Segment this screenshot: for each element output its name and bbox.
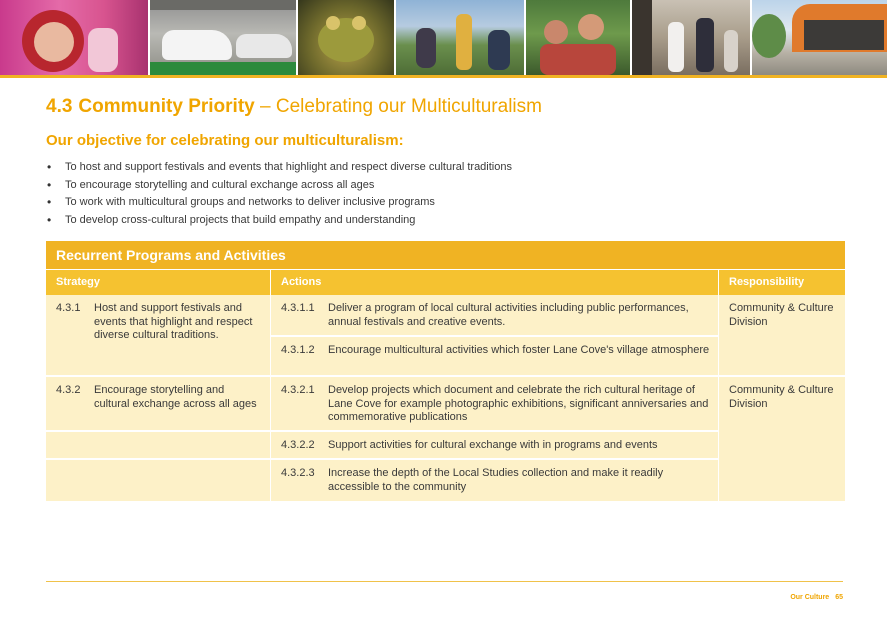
objective-list bbox=[46, 159, 512, 229]
programs-table bbox=[46, 241, 845, 501]
strategy-cell bbox=[46, 377, 270, 430]
list-item: • To develop cross-cultural projects that build empathy and understanding bbox=[46, 212, 512, 230]
footer-divider bbox=[46, 581, 843, 582]
table-row bbox=[46, 295, 845, 375]
action-code: 4.3.2.1 bbox=[281, 384, 315, 396]
action-cell bbox=[271, 458, 718, 497]
page-number: 65 bbox=[835, 594, 843, 601]
strategy-cell bbox=[46, 295, 270, 375]
list-item: • To encourage storytelling and cultural exchange across all ages bbox=[46, 177, 512, 195]
action-cell bbox=[271, 295, 718, 335]
header-strategy: Strategy bbox=[56, 276, 101, 288]
action-text: Deliver a program of local cultural activities including public performances, annual festivals and creative events. bbox=[328, 302, 689, 328]
section-number: 4.3 bbox=[46, 96, 73, 117]
list-item: • To host and support festivals and events that highlight and respect diverse cultural traditions bbox=[46, 159, 512, 177]
strategy-code: 4.3.1 bbox=[56, 302, 81, 314]
action-code: 4.3.1.2 bbox=[281, 344, 315, 356]
title-rest: – Celebrating our Multiculturalism bbox=[260, 96, 542, 117]
banner-divider bbox=[0, 75, 887, 78]
action-cell bbox=[271, 430, 718, 458]
action-code: 4.3.2.2 bbox=[281, 439, 315, 451]
photo-banner bbox=[0, 0, 887, 75]
action-cell bbox=[271, 377, 718, 430]
responsibility-cell: Community & Culture Division bbox=[729, 384, 834, 410]
table-row bbox=[46, 375, 845, 501]
action-text: Encourage multicultural activities which foster Lane Cove's village atmosphere bbox=[328, 344, 710, 356]
action-cell bbox=[271, 335, 718, 375]
action-code: 4.3.1.1 bbox=[281, 302, 315, 314]
responsibility-cell: Community & Culture Division bbox=[729, 302, 834, 328]
empty-cell bbox=[46, 458, 270, 497]
header-responsibility: Responsibility bbox=[718, 270, 845, 295]
action-code: 4.3.2.3 bbox=[281, 467, 315, 479]
photo-plaza-building bbox=[752, 0, 887, 75]
title-bold: Community Priority bbox=[78, 96, 255, 117]
empty-cell bbox=[46, 430, 270, 458]
strategy-code: 4.3.2 bbox=[56, 384, 81, 396]
action-text: Support activities for cultural exchange with in programs and events bbox=[328, 439, 658, 451]
objective-title: Our objective for celebrating our multiculturalism: bbox=[46, 132, 404, 149]
photo-frog bbox=[298, 0, 394, 75]
list-item: • To work with multicultural groups and networks to deliver inclusive programs bbox=[46, 194, 512, 212]
photo-children-reading bbox=[0, 0, 148, 75]
page-footer bbox=[790, 594, 843, 601]
photo-street-people bbox=[632, 0, 750, 75]
strategy-text: Encourage storytelling and cultural exchange across all ages bbox=[94, 384, 257, 410]
footer-section: Our Culture bbox=[790, 594, 830, 601]
photo-electric-cars bbox=[150, 0, 296, 75]
table-title: Recurrent Programs and Activities bbox=[46, 241, 845, 269]
strategy-text: Host and support festivals and events that highlight and respect diverse cultural traditions. bbox=[94, 302, 253, 341]
photo-kids-garden bbox=[526, 0, 630, 75]
header-actions: Actions bbox=[270, 270, 718, 295]
photo-outdoor-family bbox=[396, 0, 524, 75]
table-header-row bbox=[46, 269, 845, 295]
page-title bbox=[46, 96, 542, 118]
action-text: Increase the depth of the Local Studies collection and make it readily accessible to the community bbox=[328, 467, 664, 493]
action-text: Develop projects which document and celebrate the rich cultural heritage of Lane Cove for example photographic exhibitions, significant anniversaries and commemorative publications bbox=[328, 384, 709, 423]
